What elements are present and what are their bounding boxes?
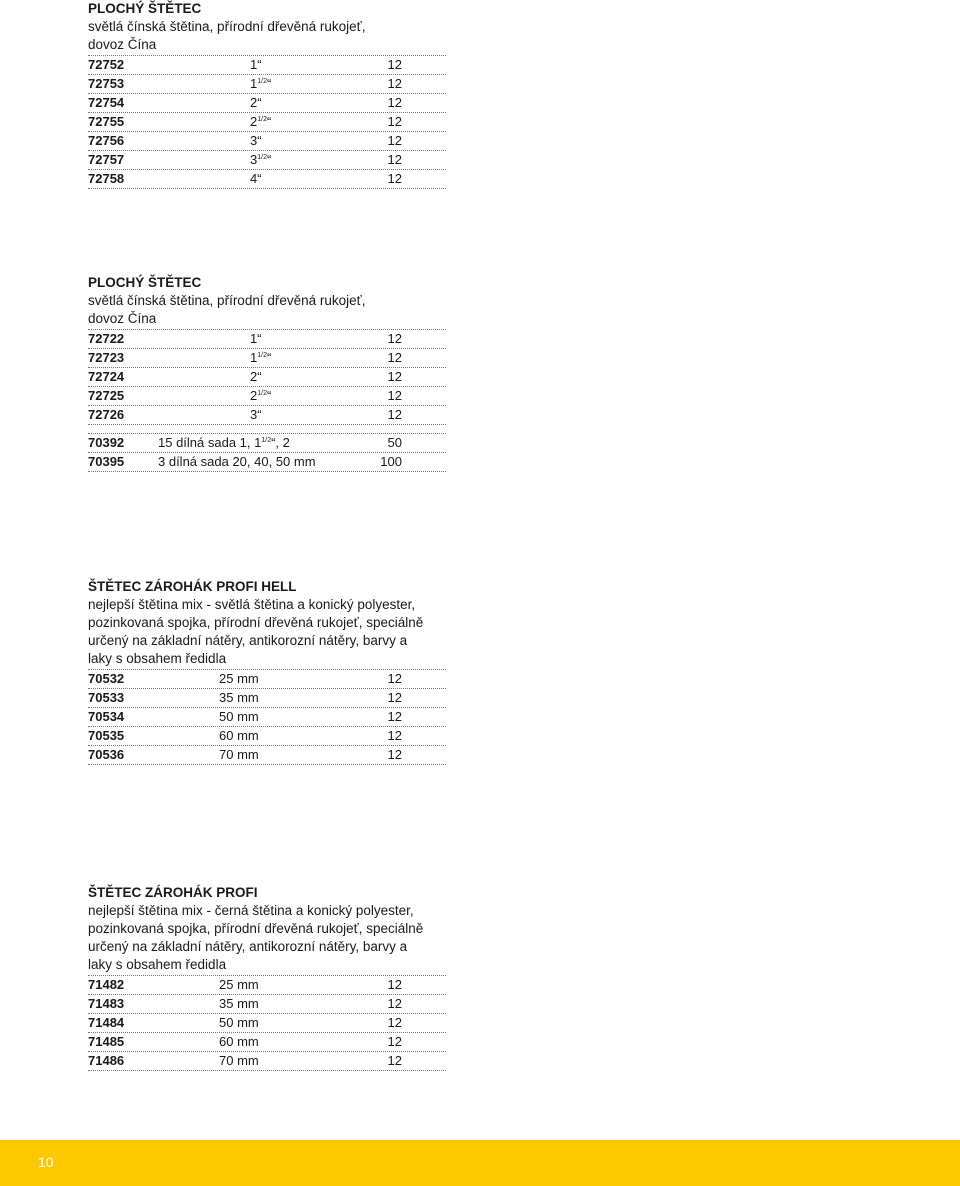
inch-mark: “ <box>257 369 262 384</box>
page-footer-bar <box>0 1140 960 1186</box>
section-desc-line: dovoz Čína <box>88 311 157 326</box>
section-title: PLOCHÝ ŠTĚTEC <box>88 1 202 16</box>
product-code: 70535 <box>88 728 125 743</box>
table-row <box>88 348 446 367</box>
product-size: 25 mm <box>219 671 259 686</box>
table-row <box>88 452 446 472</box>
inch-mark: “ <box>266 388 272 403</box>
product-code: 72756 <box>88 133 125 148</box>
section-desc-line: laky s obsahem ředidla <box>88 651 227 666</box>
product-table <box>88 975 446 1071</box>
table-row <box>88 726 446 745</box>
size-value: 2 <box>250 369 258 384</box>
size-value: 1 <box>250 331 258 346</box>
section-desc-line: nejlepší štětina mix - světlá štětina a konický polyester, <box>88 597 416 612</box>
product-size: 35 mm <box>219 690 259 705</box>
size-value: 3 <box>250 152 258 167</box>
product-size: 25 mm <box>219 977 259 992</box>
inch-mark: “ <box>257 133 262 148</box>
table-row <box>88 745 446 765</box>
package-quantity: 12 <box>387 114 402 129</box>
table-row <box>88 329 446 348</box>
table-row <box>88 112 446 131</box>
package-quantity: 12 <box>387 369 402 384</box>
inch-mark: “ <box>266 350 272 365</box>
inch-mark: “ <box>266 114 272 129</box>
product-size <box>250 113 271 131</box>
table-row <box>88 669 446 688</box>
table-row <box>88 975 446 994</box>
product-size: 50 mm <box>219 709 259 724</box>
product-code: 71486 <box>88 1053 125 1068</box>
table-row <box>88 169 446 189</box>
inch-mark: “ <box>257 57 262 72</box>
package-quantity: 12 <box>387 152 402 167</box>
section-desc-line: světlá čínská štětina, přírodní dřevěná rukojeť, <box>88 19 366 34</box>
product-code: 71484 <box>88 1015 125 1030</box>
product-size <box>250 151 271 169</box>
product-size <box>250 56 262 74</box>
product-code: 72725 <box>88 388 125 403</box>
product-code: 72758 <box>88 171 125 186</box>
table-row <box>88 55 446 74</box>
size-fraction: 1/2 <box>257 116 267 123</box>
section-desc-line: nejlepší štětina mix - černá štětina a konický polyester, <box>88 903 414 918</box>
product-code: 71485 <box>88 1034 125 1049</box>
product-size: 35 mm <box>219 996 259 1011</box>
size-value: 4 <box>250 171 258 186</box>
table-row <box>88 74 446 93</box>
page-number: 10 <box>38 1154 54 1170</box>
set-label-end: “, 2 <box>271 435 290 450</box>
package-quantity: 12 <box>387 690 402 705</box>
product-size <box>250 170 262 188</box>
set-table <box>88 433 446 472</box>
size-value: 2 <box>250 95 258 110</box>
table-row <box>88 433 446 452</box>
product-table <box>88 329 446 425</box>
product-code: 72726 <box>88 407 125 422</box>
product-size: 50 mm <box>219 1015 259 1030</box>
section-title: PLOCHÝ ŠTĚTEC <box>88 275 202 290</box>
package-quantity: 12 <box>387 350 402 365</box>
package-quantity: 12 <box>387 133 402 148</box>
product-code: 71482 <box>88 977 125 992</box>
product-size <box>250 406 262 424</box>
product-code: 70536 <box>88 747 125 762</box>
package-quantity: 50 <box>387 435 402 450</box>
product-code: 72723 <box>88 350 125 365</box>
inch-mark: “ <box>257 407 262 422</box>
set-label: 3 dílná sada 20, 40, 50 mm <box>158 454 316 469</box>
package-quantity: 12 <box>387 171 402 186</box>
product-size <box>250 330 262 348</box>
product-table <box>88 669 446 765</box>
package-quantity: 12 <box>387 1015 402 1030</box>
section-desc-line: laky s obsahem ředidla <box>88 957 227 972</box>
size-value: 2 <box>250 388 258 403</box>
product-size <box>250 368 262 386</box>
table-row <box>88 1013 446 1032</box>
size-fraction: 1/2 <box>257 154 267 161</box>
package-quantity: 12 <box>387 1034 402 1049</box>
table-row <box>88 150 446 169</box>
table-row <box>88 707 446 726</box>
product-size <box>250 75 271 93</box>
product-code: 72724 <box>88 369 125 384</box>
product-size: 70 mm <box>219 747 259 762</box>
package-quantity: 12 <box>387 57 402 72</box>
table-row <box>88 1051 446 1071</box>
inch-mark: “ <box>257 331 262 346</box>
size-fraction: 1/2 <box>257 390 267 397</box>
section-desc-line: pozinkovaná spojka, přírodní dřevěná rukojeť, speciálně <box>88 615 424 630</box>
size-fraction: 1/2 <box>257 352 267 359</box>
product-size: 60 mm <box>219 728 259 743</box>
product-code: 72755 <box>88 114 125 129</box>
size-value: 2 <box>250 114 258 129</box>
size-fraction: 1/2 <box>261 437 272 444</box>
table-row <box>88 93 446 112</box>
size-value: 1 <box>250 76 258 91</box>
product-code: 72753 <box>88 76 125 91</box>
product-size <box>158 434 290 452</box>
table-row <box>88 405 446 425</box>
table-row <box>88 994 446 1013</box>
table-row <box>88 131 446 150</box>
package-quantity: 100 <box>380 454 402 469</box>
inch-mark: “ <box>257 171 262 186</box>
product-size <box>250 387 271 405</box>
product-table <box>88 55 446 189</box>
size-value: 3 <box>250 133 258 148</box>
product-code: 70532 <box>88 671 125 686</box>
inch-mark: “ <box>266 76 272 91</box>
size-fraction: 1/2 <box>257 78 267 85</box>
size-value: 1 <box>250 57 258 72</box>
product-code: 72752 <box>88 57 125 72</box>
section-desc-line: určený na základní nátěry, antikorozní nátěry, barvy a <box>88 633 408 648</box>
product-section-flat-brush-1 <box>88 0 446 189</box>
package-quantity: 12 <box>387 1053 402 1068</box>
table-row <box>88 386 446 405</box>
package-quantity: 12 <box>387 76 402 91</box>
product-size <box>158 453 316 471</box>
product-code: 70395 <box>88 454 125 469</box>
product-size <box>250 132 262 150</box>
product-size <box>250 94 262 112</box>
product-code: 70534 <box>88 709 125 724</box>
section-desc-line: dovoz Čína <box>88 37 157 52</box>
product-code: 71483 <box>88 996 125 1011</box>
inch-mark: “ <box>266 152 272 167</box>
section-title: ŠTĚTEC ZÁROHÁK PROFI HELL <box>88 579 297 594</box>
product-code: 70533 <box>88 690 125 705</box>
product-section-flat-brush-2 <box>88 274 446 472</box>
section-desc-line: určený na základní nátěry, antikorozní nátěry, barvy a <box>88 939 408 954</box>
package-quantity: 12 <box>387 747 402 762</box>
package-quantity: 12 <box>387 388 402 403</box>
package-quantity: 12 <box>387 977 402 992</box>
package-quantity: 12 <box>387 671 402 686</box>
product-code: 70392 <box>88 435 125 450</box>
size-value: 1 <box>250 350 258 365</box>
product-size: 60 mm <box>219 1034 259 1049</box>
product-section-sash-brush <box>88 884 446 1071</box>
package-quantity: 12 <box>387 407 402 422</box>
package-quantity: 12 <box>387 709 402 724</box>
product-code: 72754 <box>88 95 125 110</box>
product-code: 72757 <box>88 152 125 167</box>
set-label: 15 dílná sada 1, 1 <box>158 435 262 450</box>
section-desc-line: světlá čínská štětina, přírodní dřevěná rukojeť, <box>88 293 366 308</box>
package-quantity: 12 <box>387 95 402 110</box>
section-title: ŠTĚTEC ZÁROHÁK PROFI <box>88 885 258 900</box>
package-quantity: 12 <box>387 728 402 743</box>
product-section-sash-brush-hell <box>88 578 446 765</box>
package-quantity: 12 <box>387 331 402 346</box>
inch-mark: “ <box>257 95 262 110</box>
table-row <box>88 688 446 707</box>
section-desc-line: pozinkovaná spojka, přírodní dřevěná rukojeť, speciálně <box>88 921 424 936</box>
product-size <box>250 349 271 367</box>
package-quantity: 12 <box>387 996 402 1011</box>
product-size: 70 mm <box>219 1053 259 1068</box>
table-row <box>88 1032 446 1051</box>
table-row <box>88 367 446 386</box>
table-gap <box>88 425 446 433</box>
product-code: 72722 <box>88 331 125 346</box>
size-value: 3 <box>250 407 258 422</box>
